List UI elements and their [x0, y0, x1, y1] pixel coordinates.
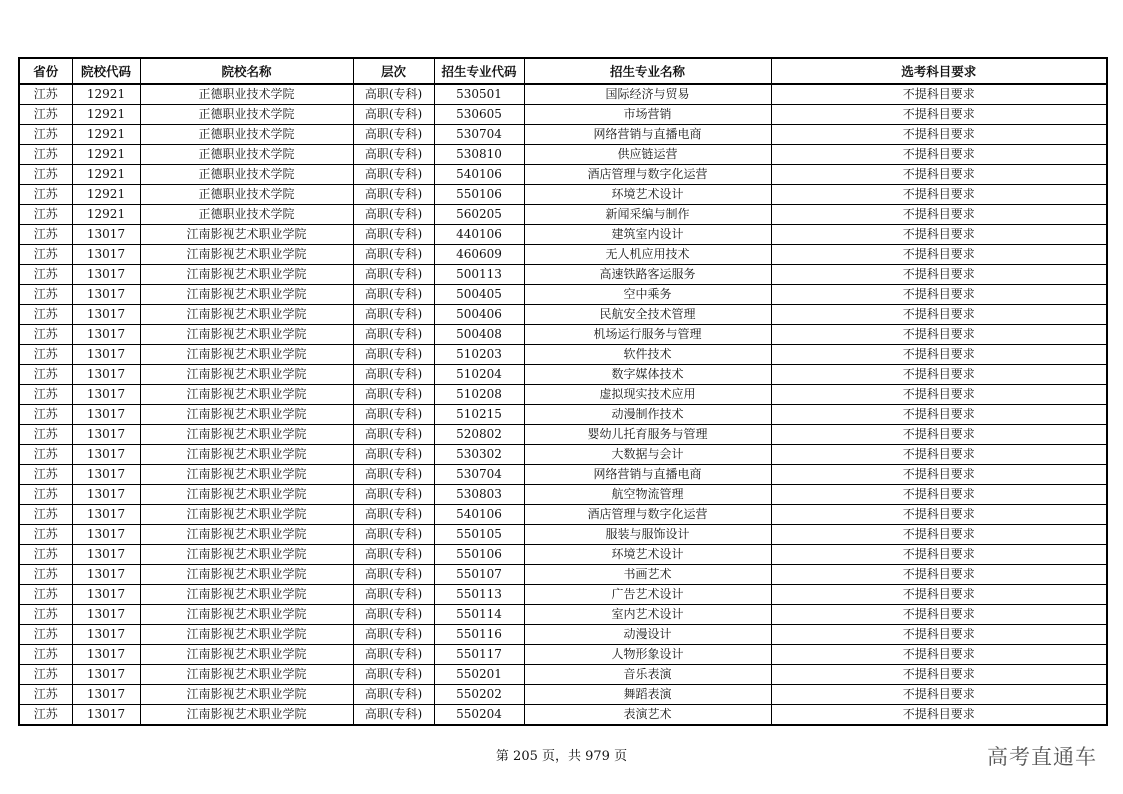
cell-major-code: 550201: [434, 665, 524, 685]
cell-major-name: 空中乘务: [524, 285, 771, 305]
cell-school-code: 13017: [72, 585, 140, 605]
cell-major-name: 音乐表演: [524, 665, 771, 685]
cell-major-code: 530704: [434, 465, 524, 485]
cell-subject-requirement: 不提科目要求: [771, 305, 1107, 325]
cell-school-name: 江南影视艺术职业学院: [140, 545, 353, 565]
cell-subject-requirement: 不提科目要求: [771, 525, 1107, 545]
cell-school-code: 13017: [72, 445, 140, 465]
header-school-code: 院校代码: [72, 58, 140, 84]
table-row: [19, 185, 1107, 205]
cell-school-name: 正德职业技术学院: [140, 205, 353, 225]
cell-school-code: 13017: [72, 605, 140, 625]
cell-level: 高职(专科): [353, 185, 434, 205]
table-row: [19, 505, 1107, 525]
cell-major-code: 560205: [434, 205, 524, 225]
cell-school-code: 13017: [72, 565, 140, 585]
cell-province: 江苏: [19, 625, 72, 645]
cell-major-name: 虚拟现实技术应用: [524, 385, 771, 405]
cell-school-code: 13017: [72, 505, 140, 525]
cell-level: 高职(专科): [353, 385, 434, 405]
cell-level: 高职(专科): [353, 645, 434, 665]
cell-level: 高职(专科): [353, 565, 434, 585]
cell-province: 江苏: [19, 225, 72, 245]
cell-subject-requirement: 不提科目要求: [771, 245, 1107, 265]
cell-province: 江苏: [19, 445, 72, 465]
cell-province: 江苏: [19, 545, 72, 565]
table-row: [19, 345, 1107, 365]
cell-province: 江苏: [19, 505, 72, 525]
cell-school-name: 江南影视艺术职业学院: [140, 425, 353, 445]
cell-school-name: 江南影视艺术职业学院: [140, 305, 353, 325]
cell-school-name: 江南影视艺术职业学院: [140, 645, 353, 665]
cell-subject-requirement: 不提科目要求: [771, 325, 1107, 345]
cell-major-name: 广告艺术设计: [524, 585, 771, 605]
cell-school-code: 13017: [72, 705, 140, 726]
cell-school-code: 12921: [72, 205, 140, 225]
cell-school-name: 江南影视艺术职业学院: [140, 405, 353, 425]
cell-school-name: 江南影视艺术职业学院: [140, 525, 353, 545]
cell-level: 高职(专科): [353, 585, 434, 605]
cell-school-code: 12921: [72, 84, 140, 105]
cell-subject-requirement: 不提科目要求: [771, 265, 1107, 285]
cell-major-code: 510215: [434, 405, 524, 425]
cell-province: 江苏: [19, 385, 72, 405]
cell-major-name: 人物形象设计: [524, 645, 771, 665]
table-row: [19, 265, 1107, 285]
cell-school-code: 13017: [72, 465, 140, 485]
cell-major-code: 510204: [434, 365, 524, 385]
table-row: [19, 625, 1107, 645]
header-subject-requirement: 选考科目要求: [771, 58, 1107, 84]
cell-level: 高职(专科): [353, 245, 434, 265]
cell-subject-requirement: 不提科目要求: [771, 685, 1107, 705]
cell-province: 江苏: [19, 485, 72, 505]
cell-level: 高职(专科): [353, 525, 434, 545]
cell-subject-requirement: 不提科目要求: [771, 565, 1107, 585]
table-body: [19, 84, 1107, 725]
table-row: [19, 285, 1107, 305]
cell-school-code: 13017: [72, 365, 140, 385]
cell-subject-requirement: 不提科目要求: [771, 505, 1107, 525]
cell-major-name: 网络营销与直播电商: [524, 465, 771, 485]
table-row: [19, 585, 1107, 605]
cell-school-name: 正德职业技术学院: [140, 84, 353, 105]
cell-province: 江苏: [19, 105, 72, 125]
table-row: [19, 525, 1107, 545]
cell-subject-requirement: 不提科目要求: [771, 285, 1107, 305]
cell-school-code: 13017: [72, 405, 140, 425]
cell-school-code: 13017: [72, 225, 140, 245]
cell-level: 高职(专科): [353, 365, 434, 385]
cell-major-name: 环境艺术设计: [524, 545, 771, 565]
cell-subject-requirement: 不提科目要求: [771, 225, 1107, 245]
table-row: [19, 245, 1107, 265]
cell-province: 江苏: [19, 325, 72, 345]
cell-major-name: 高速铁路客运服务: [524, 265, 771, 285]
table-row: [19, 305, 1107, 325]
page-number: 第 205 页，共 979 页: [495, 749, 628, 764]
cell-level: 高职(专科): [353, 425, 434, 445]
header-province: 省份: [19, 58, 72, 84]
cell-school-code: 13017: [72, 485, 140, 505]
cell-major-name: 新闻采编与制作: [524, 205, 771, 225]
cell-level: 高职(专科): [353, 505, 434, 525]
cell-major-code: 550114: [434, 605, 524, 625]
cell-school-name: 江南影视艺术职业学院: [140, 565, 353, 585]
cell-province: 江苏: [19, 705, 72, 726]
table-row: [19, 125, 1107, 145]
cell-major-code: 520802: [434, 425, 524, 445]
cell-school-name: 江南影视艺术职业学院: [140, 505, 353, 525]
cell-province: 江苏: [19, 685, 72, 705]
cell-level: 高职(专科): [353, 84, 434, 105]
table-row: [19, 645, 1107, 665]
watermark-text: 高考直通车: [987, 745, 1097, 769]
cell-major-code: 550202: [434, 685, 524, 705]
cell-subject-requirement: 不提科目要求: [771, 705, 1107, 726]
cell-school-code: 12921: [72, 185, 140, 205]
cell-major-code: 550116: [434, 625, 524, 645]
table-row: [19, 445, 1107, 465]
cell-major-code: 530704: [434, 125, 524, 145]
cell-province: 江苏: [19, 525, 72, 545]
cell-major-name: 书画艺术: [524, 565, 771, 585]
cell-major-name: 市场营销: [524, 105, 771, 125]
table-row: [19, 425, 1107, 445]
cell-major-code: 550107: [434, 565, 524, 585]
cell-school-code: 13017: [72, 645, 140, 665]
table-row: [19, 405, 1107, 425]
cell-school-name: 江南影视艺术职业学院: [140, 485, 353, 505]
cell-subject-requirement: 不提科目要求: [771, 665, 1107, 685]
cell-major-code: 550106: [434, 185, 524, 205]
cell-school-code: 13017: [72, 545, 140, 565]
table-row: [19, 485, 1107, 505]
cell-school-code: 13017: [72, 385, 140, 405]
cell-school-code: 13017: [72, 525, 140, 545]
cell-province: 江苏: [19, 605, 72, 625]
table-row: [19, 565, 1107, 585]
cell-province: 江苏: [19, 465, 72, 485]
cell-major-code: 530501: [434, 84, 524, 105]
cell-major-name: 表演艺术: [524, 705, 771, 726]
cell-school-name: 江南影视艺术职业学院: [140, 325, 353, 345]
table-row: [19, 705, 1107, 726]
cell-major-name: 数字媒体技术: [524, 365, 771, 385]
cell-subject-requirement: 不提科目要求: [771, 465, 1107, 485]
cell-school-name: 江南影视艺术职业学院: [140, 705, 353, 726]
cell-level: 高职(专科): [353, 285, 434, 305]
cell-province: 江苏: [19, 425, 72, 445]
cell-major-name: 网络营销与直播电商: [524, 125, 771, 145]
cell-level: 高职(专科): [353, 165, 434, 185]
cell-major-name: 动漫设计: [524, 625, 771, 645]
cell-major-code: 500408: [434, 325, 524, 345]
cell-major-code: 550117: [434, 645, 524, 665]
cell-subject-requirement: 不提科目要求: [771, 625, 1107, 645]
cell-major-name: 机场运行服务与管理: [524, 325, 771, 345]
cell-subject-requirement: 不提科目要求: [771, 205, 1107, 225]
cell-school-code: 13017: [72, 345, 140, 365]
cell-subject-requirement: 不提科目要求: [771, 425, 1107, 445]
cell-major-code: 550113: [434, 585, 524, 605]
cell-school-name: 江南影视艺术职业学院: [140, 465, 353, 485]
cell-province: 江苏: [19, 645, 72, 665]
cell-province: 江苏: [19, 285, 72, 305]
cell-school-code: 13017: [72, 285, 140, 305]
cell-school-name: 江南影视艺术职业学院: [140, 585, 353, 605]
cell-subject-requirement: 不提科目要求: [771, 585, 1107, 605]
cell-level: 高职(专科): [353, 305, 434, 325]
cell-major-code: 460609: [434, 245, 524, 265]
cell-level: 高职(专科): [353, 405, 434, 425]
cell-school-name: 江南影视艺术职业学院: [140, 225, 353, 245]
table-row: [19, 325, 1107, 345]
table-row: [19, 165, 1107, 185]
cell-major-name: 服装与服饰设计: [524, 525, 771, 545]
cell-school-name: 江南影视艺术职业学院: [140, 665, 353, 685]
cell-major-code: 540106: [434, 165, 524, 185]
cell-subject-requirement: 不提科目要求: [771, 105, 1107, 125]
cell-province: 江苏: [19, 665, 72, 685]
cell-major-name: 室内艺术设计: [524, 605, 771, 625]
cell-major-code: 500113: [434, 265, 524, 285]
admission-table: [18, 57, 1108, 726]
cell-province: 江苏: [19, 365, 72, 385]
table-row: [19, 665, 1107, 685]
cell-school-code: 13017: [72, 625, 140, 645]
cell-school-name: 江南影视艺术职业学院: [140, 265, 353, 285]
cell-subject-requirement: 不提科目要求: [771, 84, 1107, 105]
cell-province: 江苏: [19, 305, 72, 325]
table-row: [19, 145, 1107, 165]
cell-school-name: 江南影视艺术职业学院: [140, 685, 353, 705]
cell-subject-requirement: 不提科目要求: [771, 165, 1107, 185]
cell-major-code: 530810: [434, 145, 524, 165]
header-major-name: 招生专业名称: [524, 58, 771, 84]
cell-level: 高职(专科): [353, 545, 434, 565]
cell-subject-requirement: 不提科目要求: [771, 605, 1107, 625]
header-level: 层次: [353, 58, 434, 84]
cell-major-name: 无人机应用技术: [524, 245, 771, 265]
cell-level: 高职(专科): [353, 145, 434, 165]
cell-subject-requirement: 不提科目要求: [771, 145, 1107, 165]
cell-level: 高职(专科): [353, 485, 434, 505]
cell-school-name: 正德职业技术学院: [140, 145, 353, 165]
cell-level: 高职(专科): [353, 105, 434, 125]
cell-major-code: 540106: [434, 505, 524, 525]
cell-major-name: 软件技术: [524, 345, 771, 365]
cell-major-code: 440106: [434, 225, 524, 245]
table-row: [19, 545, 1107, 565]
cell-province: 江苏: [19, 185, 72, 205]
cell-level: 高职(专科): [353, 465, 434, 485]
cell-major-name: 建筑室内设计: [524, 225, 771, 245]
cell-province: 江苏: [19, 345, 72, 365]
table-header-row: [19, 58, 1107, 84]
cell-major-code: 500406: [434, 305, 524, 325]
cell-school-code: 13017: [72, 245, 140, 265]
cell-school-code: 12921: [72, 165, 140, 185]
cell-level: 高职(专科): [353, 705, 434, 726]
cell-school-name: 江南影视艺术职业学院: [140, 445, 353, 465]
header-major-code: 招生专业代码: [434, 58, 524, 84]
cell-school-code: 13017: [72, 425, 140, 445]
table-row: [19, 205, 1107, 225]
cell-major-name: 环境艺术设计: [524, 185, 771, 205]
cell-major-name: 航空物流管理: [524, 485, 771, 505]
table-row: [19, 84, 1107, 105]
cell-province: 江苏: [19, 84, 72, 105]
page-footer: [0, 745, 1123, 764]
cell-province: 江苏: [19, 245, 72, 265]
cell-subject-requirement: 不提科目要求: [771, 125, 1107, 145]
cell-province: 江苏: [19, 125, 72, 145]
cell-school-code: 13017: [72, 305, 140, 325]
cell-major-code: 530803: [434, 485, 524, 505]
table-row: [19, 605, 1107, 625]
cell-subject-requirement: 不提科目要求: [771, 405, 1107, 425]
cell-major-name: 舞蹈表演: [524, 685, 771, 705]
cell-school-code: 13017: [72, 685, 140, 705]
cell-major-code: 530605: [434, 105, 524, 125]
cell-subject-requirement: 不提科目要求: [771, 645, 1107, 665]
cell-school-name: 江南影视艺术职业学院: [140, 365, 353, 385]
cell-province: 江苏: [19, 265, 72, 285]
table-row: [19, 465, 1107, 485]
cell-major-code: 530302: [434, 445, 524, 465]
cell-school-name: 江南影视艺术职业学院: [140, 345, 353, 365]
cell-school-name: 江南影视艺术职业学院: [140, 625, 353, 645]
cell-subject-requirement: 不提科目要求: [771, 345, 1107, 365]
cell-school-code: 13017: [72, 665, 140, 685]
cell-school-name: 江南影视艺术职业学院: [140, 285, 353, 305]
cell-major-code: 510203: [434, 345, 524, 365]
cell-school-code: 12921: [72, 125, 140, 145]
cell-major-name: 动漫制作技术: [524, 405, 771, 425]
cell-school-code: 13017: [72, 265, 140, 285]
table-row: [19, 365, 1107, 385]
cell-major-code: 550106: [434, 545, 524, 565]
cell-major-name: 婴幼儿托育服务与管理: [524, 425, 771, 445]
cell-level: 高职(专科): [353, 685, 434, 705]
cell-school-name: 江南影视艺术职业学院: [140, 385, 353, 405]
cell-subject-requirement: 不提科目要求: [771, 485, 1107, 505]
cell-level: 高职(专科): [353, 605, 434, 625]
cell-level: 高职(专科): [353, 205, 434, 225]
cell-major-name: 国际经济与贸易: [524, 84, 771, 105]
cell-school-code: 12921: [72, 105, 140, 125]
cell-major-name: 民航安全技术管理: [524, 305, 771, 325]
table-row: [19, 385, 1107, 405]
cell-school-name: 正德职业技术学院: [140, 125, 353, 145]
cell-level: 高职(专科): [353, 225, 434, 245]
cell-level: 高职(专科): [353, 665, 434, 685]
header-school-name: 院校名称: [140, 58, 353, 84]
cell-subject-requirement: 不提科目要求: [771, 385, 1107, 405]
cell-level: 高职(专科): [353, 445, 434, 465]
cell-level: 高职(专科): [353, 325, 434, 345]
cell-school-name: 正德职业技术学院: [140, 165, 353, 185]
table-row: [19, 685, 1107, 705]
cell-major-name: 酒店管理与数字化运营: [524, 165, 771, 185]
table-row: [19, 105, 1107, 125]
cell-school-code: 12921: [72, 145, 140, 165]
cell-subject-requirement: 不提科目要求: [771, 545, 1107, 565]
cell-subject-requirement: 不提科目要求: [771, 445, 1107, 465]
cell-level: 高职(专科): [353, 625, 434, 645]
cell-major-name: 供应链运营: [524, 145, 771, 165]
cell-province: 江苏: [19, 145, 72, 165]
cell-major-name: 大数据与会计: [524, 445, 771, 465]
cell-province: 江苏: [19, 585, 72, 605]
cell-school-code: 13017: [72, 325, 140, 345]
cell-level: 高职(专科): [353, 265, 434, 285]
cell-subject-requirement: 不提科目要求: [771, 185, 1107, 205]
cell-school-name: 江南影视艺术职业学院: [140, 605, 353, 625]
table-row: [19, 225, 1107, 245]
cell-major-code: 510208: [434, 385, 524, 405]
cell-province: 江苏: [19, 205, 72, 225]
cell-province: 江苏: [19, 565, 72, 585]
cell-level: 高职(专科): [353, 125, 434, 145]
cell-major-code: 550105: [434, 525, 524, 545]
cell-school-name: 江南影视艺术职业学院: [140, 245, 353, 265]
cell-school-name: 正德职业技术学院: [140, 185, 353, 205]
cell-major-code: 500405: [434, 285, 524, 305]
cell-province: 江苏: [19, 405, 72, 425]
cell-level: 高职(专科): [353, 345, 434, 365]
cell-major-name: 酒店管理与数字化运营: [524, 505, 771, 525]
cell-province: 江苏: [19, 165, 72, 185]
cell-major-code: 550204: [434, 705, 524, 726]
cell-school-name: 正德职业技术学院: [140, 105, 353, 125]
cell-subject-requirement: 不提科目要求: [771, 365, 1107, 385]
